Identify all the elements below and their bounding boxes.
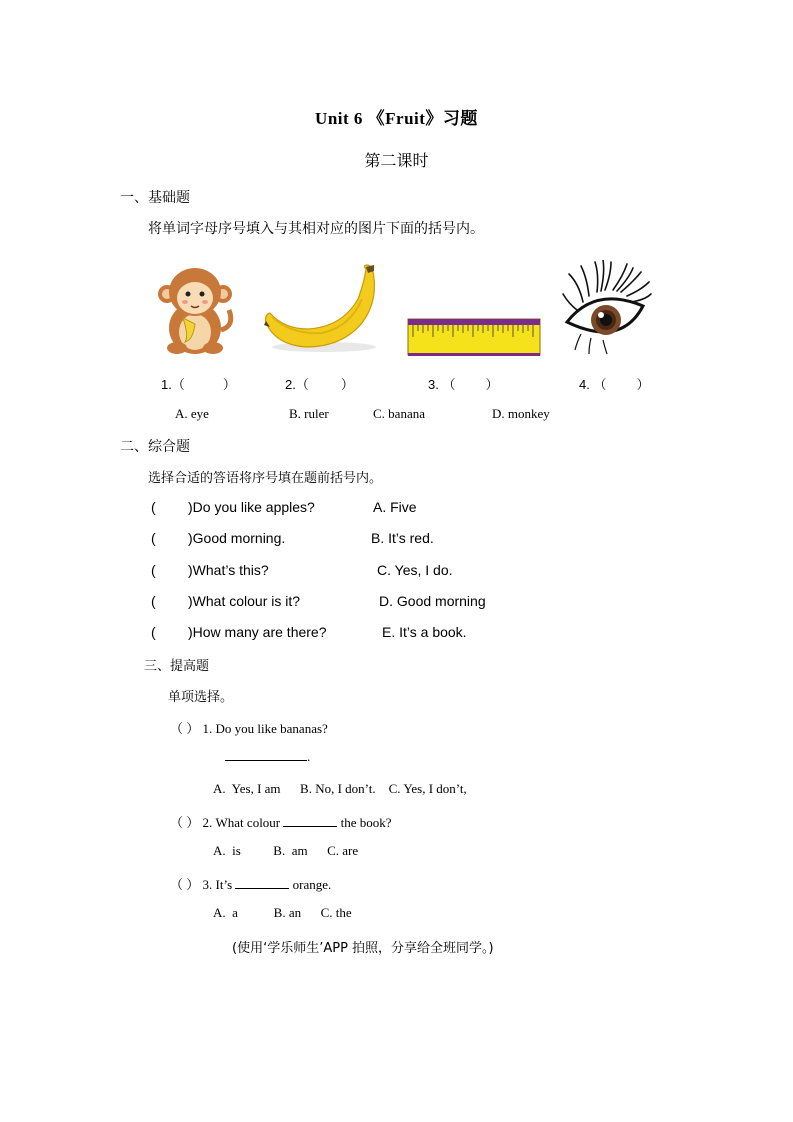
question-2: （ ） 2. What colour the book?	[170, 815, 392, 830]
section2-instruction: 选择合适的答语将序号填在题前括号内。	[148, 471, 383, 486]
answer-bracket[interactable]: （ ）	[170, 721, 200, 736]
match-row-open-paren: (	[151, 593, 156, 609]
question-1-options: A. Yes, I am B. No, I don’t. C. Yes, I don’t,	[213, 781, 467, 796]
page-title: Unit 6 《Fruit》习题	[315, 109, 478, 128]
section3-heading: 三、提高题	[144, 659, 210, 674]
match-row-question: )What’s this?	[188, 562, 269, 578]
section3-instruction: 单项选择。	[168, 690, 234, 705]
picture-2-bracket: 2.（ ）	[285, 377, 354, 392]
match-row-question: )Do you like apples?	[188, 499, 315, 515]
match-row-open-paren: (	[151, 499, 156, 515]
question-2-options: A. is B. am C. are	[213, 843, 359, 858]
match-row-answer: D. Good morning	[379, 593, 486, 609]
section1-instruction: 将单词字母序号填入与其相对应的图片下面的括号内。	[148, 221, 484, 237]
word-option: C. banana	[373, 406, 425, 421]
match-row-answer: E. It’s a book.	[382, 624, 467, 640]
question-1	[170, 718, 328, 737]
question-text: 1. Do you like bananas?	[202, 721, 328, 736]
question-3: （ ） 3. It’s orange.	[170, 877, 332, 892]
ruler-icon	[407, 315, 542, 357]
answer-bracket[interactable]: （ ）	[170, 877, 200, 892]
footer-note: (使用‘学乐师生’APP 拍照，分享给全班同学。)	[232, 941, 494, 956]
word-option: B. ruler	[289, 406, 329, 421]
answer-blank-line[interactable]: .	[225, 749, 310, 765]
word-option: D. monkey	[492, 406, 550, 421]
section1-heading: 一、基础题	[120, 190, 190, 206]
match-row-open-paren: (	[151, 624, 156, 640]
fill-in-blank[interactable]	[283, 815, 337, 827]
answer-bracket[interactable]: （ ）	[170, 815, 200, 830]
eye-icon	[561, 260, 653, 356]
match-row-open-paren: (	[151, 530, 156, 546]
match-row-open-paren: (	[151, 562, 156, 578]
match-row-question: )Good morning.	[188, 530, 286, 546]
page-subtitle: 第二课时	[364, 151, 429, 170]
word-option: A. eye	[175, 406, 209, 421]
match-row-answer: B. It’s red.	[371, 530, 434, 546]
picture-1-bracket: 1.（ ）	[161, 377, 236, 392]
banana-icon	[262, 263, 384, 353]
match-row-question: )What colour is it?	[188, 593, 301, 609]
fill-in-blank[interactable]	[235, 877, 289, 889]
monkey-eating-banana-icon	[155, 260, 235, 358]
picture-3-bracket: 3. （ ）	[428, 377, 499, 392]
section2-heading: 二、综合题	[120, 439, 190, 455]
match-row-question: )How many are there?	[188, 624, 327, 640]
match-row-answer: A. Five	[373, 499, 417, 515]
picture-4-bracket: 4. （ ）	[579, 377, 650, 392]
question-3-options: A. a B. an C. the	[213, 905, 352, 920]
match-row-answer: C. Yes, I do.	[377, 562, 453, 578]
